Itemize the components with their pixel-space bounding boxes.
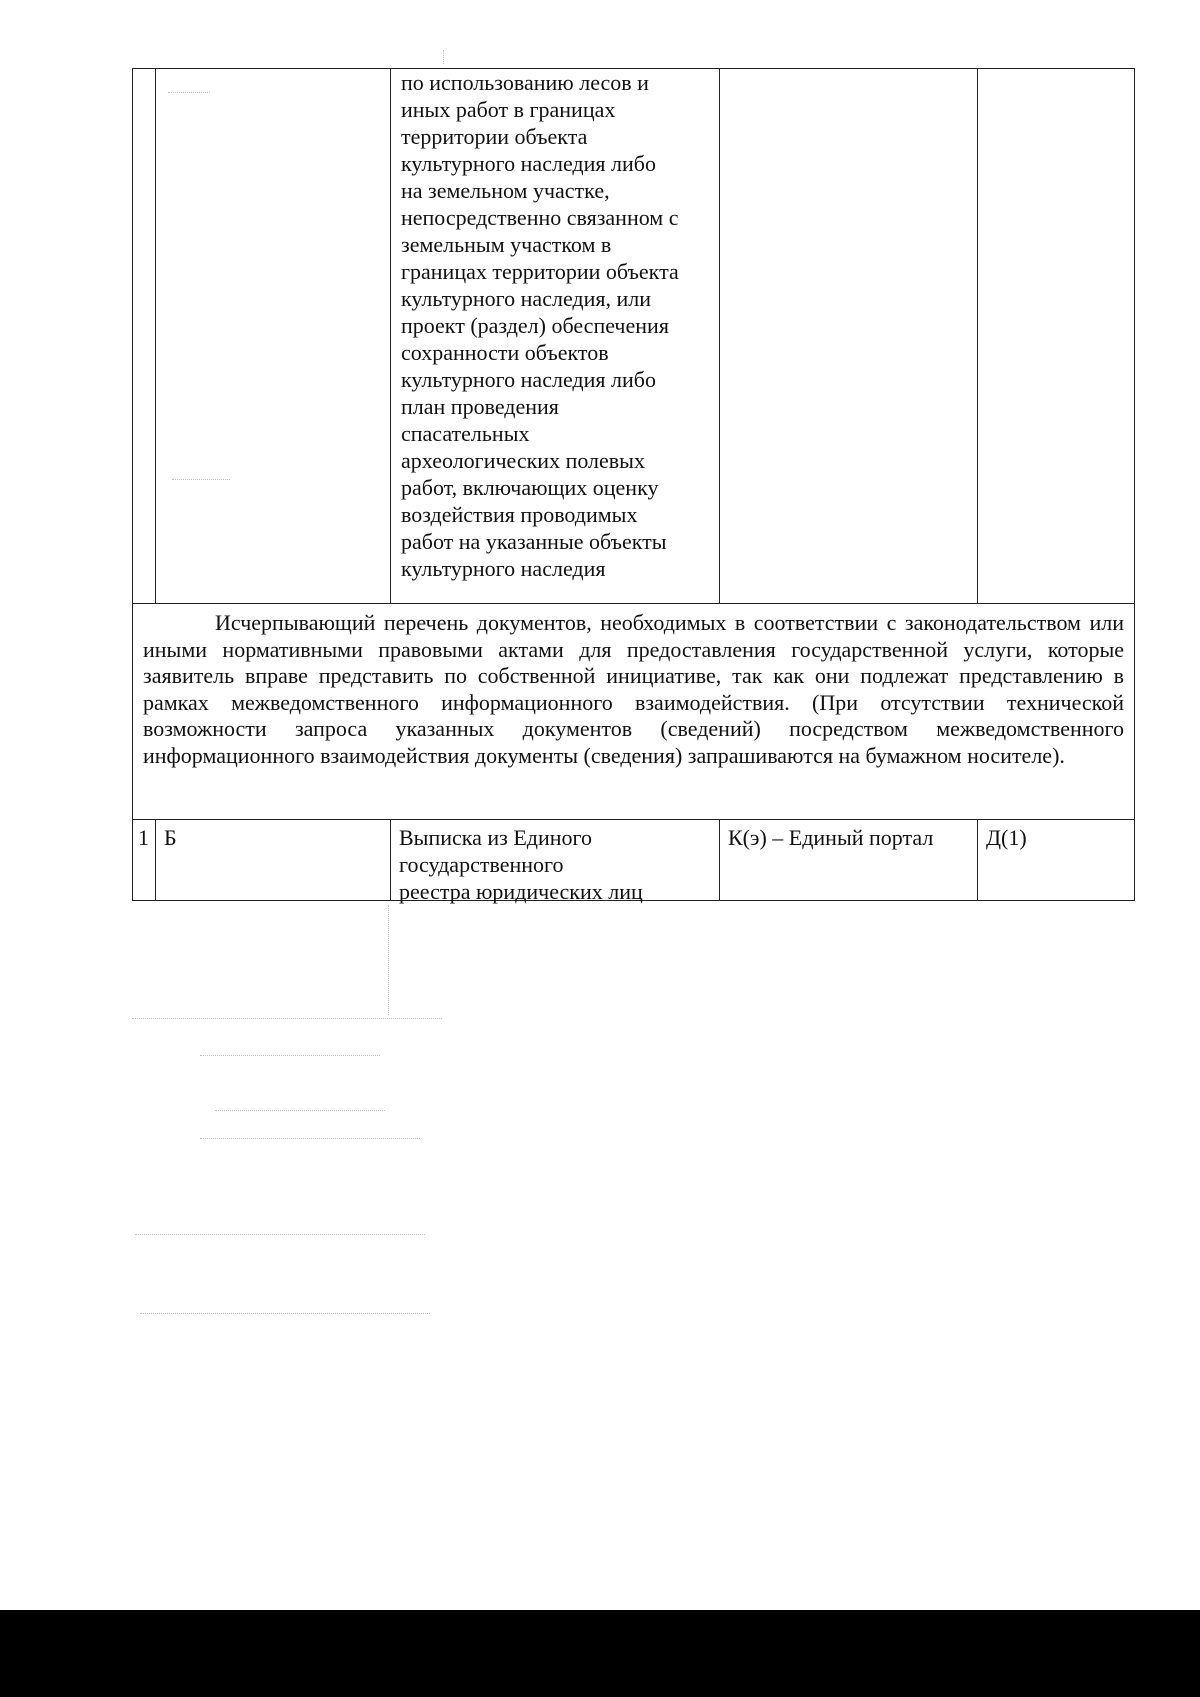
- table-row: [133, 69, 1134, 603]
- cell-number: 1: [133, 820, 156, 900]
- cell-code: Д(1): [986, 825, 1027, 850]
- document-line: реестра юридических лиц: [399, 879, 643, 904]
- cell-document: [391, 820, 720, 904]
- document-line: непосредственно связанном с: [401, 205, 679, 230]
- cell-type: Б: [156, 820, 391, 900]
- scan-artifact: [200, 1055, 380, 1057]
- document-line: проект (раздел) обеспечения: [401, 313, 669, 338]
- cell-method: [720, 69, 978, 603]
- document-line: план проведения: [401, 394, 559, 419]
- document-line: земельным участком в: [401, 232, 612, 257]
- section-heading: Исчерпывающий перечень документов, необходимых в соответствии с законодательством или иными нормативными правовыми актами для предоставления государственной услуги, которые заявитель вправе представить по собственной инициативе, так как они подлежат представлению в рамках межведомственного информационного взаимодействия. (При отсутствии технической возможности запроса указанных документов (сведений) посредством межведомственного информационного взаимодействия документы (сведения) запрашиваются на бумажном носителе).: [143, 610, 1124, 768]
- document-line: культурного наследия либо: [401, 151, 656, 176]
- cell-code: [978, 69, 1133, 603]
- document-line: иных работ в границах: [401, 97, 616, 122]
- section-heading-row: [133, 603, 1134, 820]
- document-line: археологических полевых: [401, 448, 645, 473]
- document-line: территории объекта: [401, 124, 588, 149]
- document-line: границах территории объекта: [401, 259, 679, 284]
- document-line: на земельном участке,: [401, 178, 610, 203]
- document-line: Выписка из Единого: [399, 825, 593, 850]
- cell-number: [133, 69, 156, 603]
- scan-artifact: [443, 50, 445, 64]
- document-line: культурного наследия, или: [401, 286, 652, 311]
- document-line: культурного наследия либо: [401, 367, 656, 392]
- scan-artifact: [132, 1018, 442, 1020]
- scan-artifact: [200, 1138, 420, 1140]
- document-line: спасательных: [401, 421, 530, 446]
- scan-artifact: [388, 905, 390, 1015]
- document-line: сохранности объектов: [401, 340, 609, 365]
- scan-artifact: [140, 1313, 430, 1315]
- document-line: работ, включающих оценку: [401, 475, 659, 500]
- document-line: работ на указанные объекты: [401, 529, 667, 554]
- scan-artifact: [215, 1110, 385, 1112]
- requirements-table: [132, 68, 1135, 904]
- document-line: государственного: [399, 852, 564, 877]
- scan-border: [0, 1610, 1200, 1697]
- cell-type: [156, 69, 391, 603]
- cell-document-continuation: [391, 69, 720, 603]
- cell-method: К(э) – Единый портал: [720, 820, 978, 900]
- table-row: [133, 820, 1134, 904]
- document-line: по использованию лесов и: [401, 70, 649, 95]
- scan-artifact: [135, 1234, 425, 1236]
- document-line: культурного наследия: [401, 556, 606, 581]
- document-line: воздействия проводимых: [401, 502, 638, 527]
